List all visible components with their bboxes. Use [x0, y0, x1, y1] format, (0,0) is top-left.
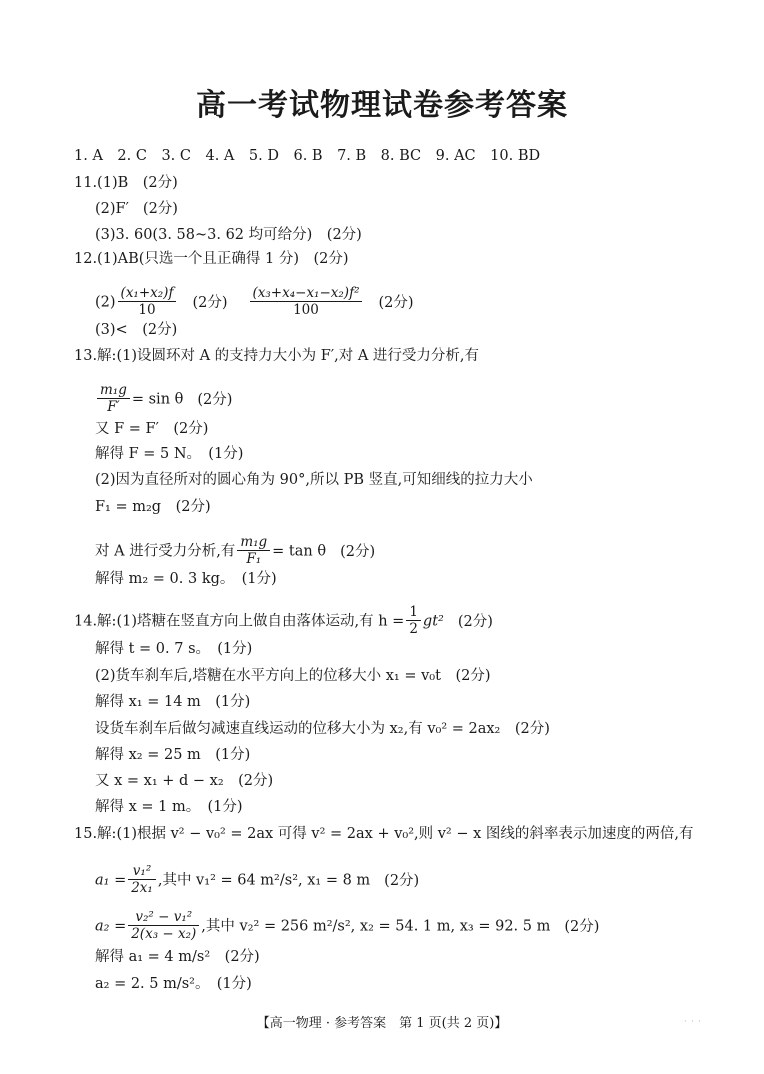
q13-line-2-rest: = sin θ [131, 391, 184, 408]
q13-line-2-score: (2分) [197, 391, 233, 408]
q14-line-6: 解得 x₂ = 25 m (1分) [95, 747, 251, 763]
q14-fraction-1 [406, 604, 421, 637]
q12-fraction-2 [250, 285, 363, 318]
q15-fraction-1-num: v₁² [128, 863, 156, 880]
q12-fraction-1 [118, 285, 177, 318]
q13-fraction-1 [97, 382, 130, 415]
q14-fraction-1-num: 1 [406, 604, 421, 621]
q13-line-8: 解得 m₂ = 0. 3 kg。 (1分) [95, 571, 277, 587]
q14-line-4: 解得 x₁ = 14 m (1分) [95, 694, 251, 710]
q13-line-1: 13.解:(1)设圆环对 A 的支持力大小为 F′,对 A 进行受力分析,有 [74, 348, 480, 364]
page-footer: 【高一物理 · 参考答案 第 1 页(共 2 页)】 [256, 1016, 508, 1031]
q13-line-7-rest: = tan θ [272, 543, 327, 560]
q15-line-4: 解得 a₁ = 4 m/s² (2分) [95, 949, 260, 965]
q11-line-2-score: (2分) [142, 201, 178, 217]
q13-line-5: (2)因为直径所对的圆心角为 90°,所以 PB 竖直,可知细线的拉力大小 [95, 472, 533, 488]
q13-fraction-1-den: F′ [107, 399, 120, 415]
q13-line-4: 解得 F = 5 N。 (1分) [95, 446, 244, 462]
q13-line-2 [95, 383, 232, 416]
q15-line-3 [95, 910, 599, 943]
q15-fraction-1 [128, 863, 156, 896]
page-title: 高一考试物理试卷参考答案 [196, 88, 568, 123]
q14-fraction-1-den: 2 [409, 621, 418, 637]
q15-line-3-score: (2分) [564, 918, 600, 935]
q12-fraction-2-den: 100 [293, 302, 319, 318]
q15-line-2-prefix: a₁ = [95, 872, 127, 889]
q14-line-1-score: (2分) [457, 613, 493, 630]
q12-fraction-2-num: (x₃+x₄−x₁−x₂)f² [250, 285, 363, 302]
corner-mark: · · · [684, 1017, 702, 1026]
q15-fraction-2-num: v₂² − v₁² [128, 909, 199, 926]
q14-line-8: 解得 x = 1 m。 (1分) [95, 799, 243, 815]
q15-fraction-2-den: 2(x₃ − x₂) [131, 926, 197, 942]
q15-line-3-rest: ,其中 v₂² = 256 m²/s², x₂ = 54. 1 m, x₃ = 92. 5 m [201, 918, 551, 935]
q12-line-1: 12.(1)AB(只选一个且正确得 1 分) (2分) [74, 251, 349, 267]
q13-fraction-1-num: m₁g [97, 382, 130, 399]
q12-line-3: (3)< (2分) [95, 322, 178, 338]
q14-line-1 [74, 605, 493, 638]
q13-line-3: 又 F = F′ (2分) [95, 421, 209, 437]
q14-line-7: 又 x = x₁ + d − x₂ (2分) [95, 773, 274, 789]
q12-score-2: (2分) [378, 294, 414, 311]
q13-line-7-score: (2分) [340, 543, 376, 560]
q14-line-1-prefix: 14.解:(1)塔糖在竖直方向上做自由落体运动,有 h = [74, 613, 405, 630]
q12-line-2 [95, 286, 414, 319]
q12-score-1: (2分) [192, 294, 228, 311]
q13-line-7 [95, 535, 375, 568]
q15-line-2 [95, 864, 419, 897]
q13-fraction-2 [237, 534, 270, 567]
q13-line-7-prefix: 对 A 进行受力分析,有 [95, 543, 236, 560]
q13-fraction-2-num: m₁g [237, 534, 270, 551]
mc-answers: 1. A 2. C 3. C 4. A 5. D 6. B 7. B 8. BC 9. AC 10. BD [74, 148, 541, 164]
q15-fraction-2 [128, 909, 199, 942]
q14-line-2: 解得 t = 0. 7 s。 (1分) [95, 641, 253, 657]
q12-line-2-prefix: (2) [95, 294, 116, 311]
q14-line-5: 设货车刹车后做匀减速直线运动的位移大小为 x₂,有 v₀² = 2ax₂ (2分) [95, 721, 550, 737]
q14-line-3: (2)货车刹车后,塔糖在水平方向上的位移大小 x₁ = v₀t (2分) [95, 668, 491, 684]
q14-line-1-rest: gt² [422, 613, 444, 630]
q15-line-2-rest: ,其中 v₁² = 64 m²/s², x₁ = 8 m [157, 872, 371, 889]
q12-fraction-1-num: (x₁+x₂)f [118, 285, 177, 302]
q15-fraction-1-den: 2x₁ [131, 880, 153, 896]
q15-line-2-score: (2分) [384, 872, 420, 889]
q15-line-3-prefix: a₂ = [95, 918, 127, 935]
q11-line-3: (3)3. 60(3. 58~3. 62 均可给分) (2分) [95, 227, 362, 243]
q11-line-2-text: (2)F′ [95, 201, 129, 217]
q13-line-6: F₁ = m₂g (2分) [95, 499, 211, 515]
q11-line-2 [95, 200, 178, 218]
q11-line-1: 11.(1)B (2分) [74, 175, 178, 191]
q12-fraction-1-den: 10 [138, 302, 156, 318]
q15-line-1: 15.解:(1)根据 v² − v₀² = 2ax 可得 v² = 2ax + v₀²,则 v² − x 图线的斜率表示加速度的两倍,有 [74, 826, 694, 842]
q13-fraction-2-den: F₁ [246, 551, 262, 567]
q15-line-5: a₂ = 2. 5 m/s²。 (1分) [95, 976, 252, 992]
